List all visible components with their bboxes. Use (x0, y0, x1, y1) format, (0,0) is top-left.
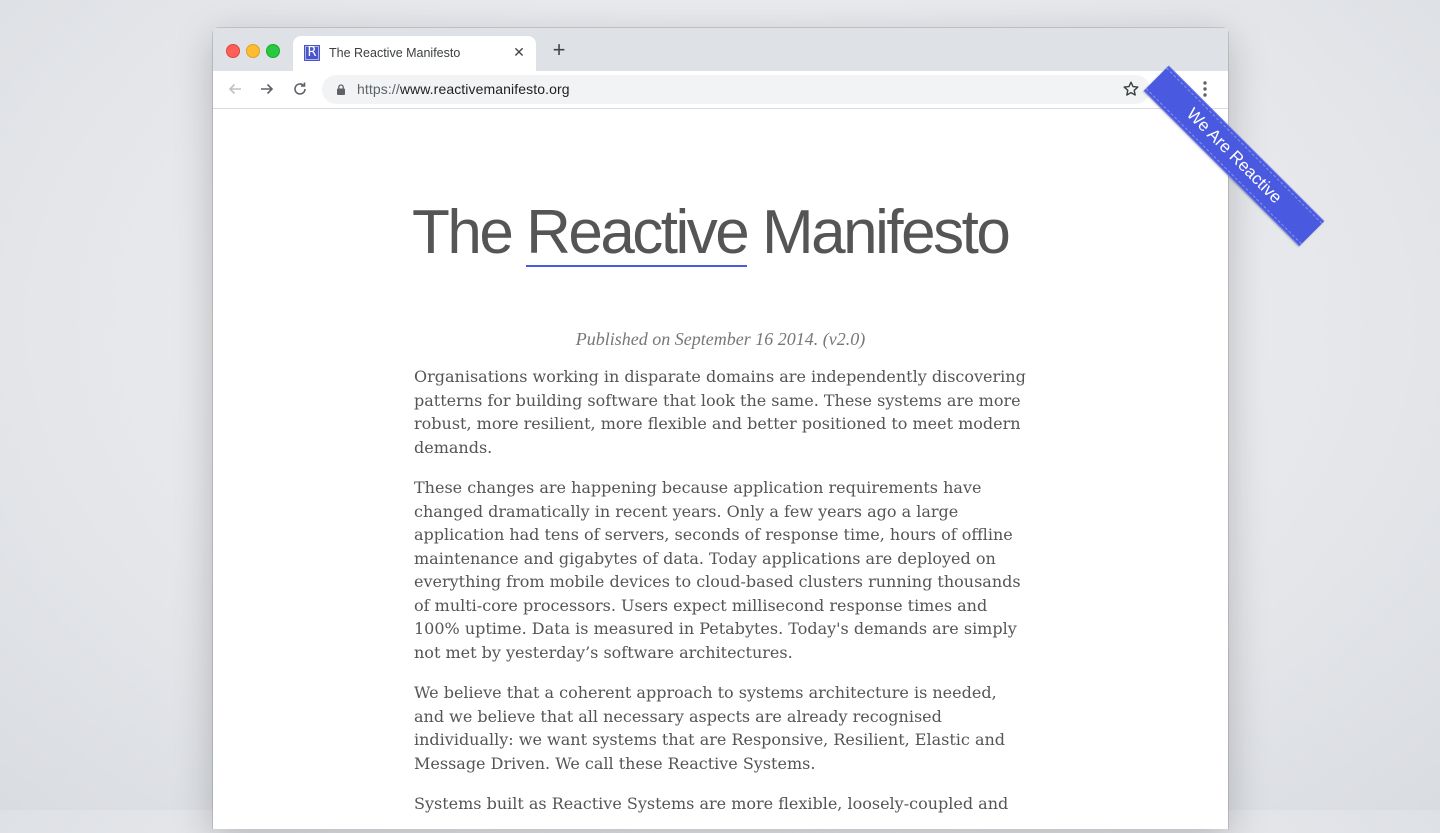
title-part-manifesto: Manifesto (747, 198, 1009, 267)
forward-arrow-icon[interactable] (257, 79, 277, 99)
we-are-reactive-ribbon[interactable] (1143, 65, 1324, 246)
close-icon[interactable]: ✕ (513, 44, 525, 60)
back-arrow-icon[interactable] (225, 79, 245, 99)
page-content (213, 104, 1286, 829)
page-title (412, 197, 1032, 269)
kebab-menu-icon[interactable] (1202, 80, 1208, 98)
star-icon[interactable] (1122, 80, 1140, 98)
address-bar[interactable] (322, 75, 1150, 104)
manifesto-body (414, 365, 1030, 833)
favicon-icon: R (304, 45, 320, 61)
paragraph: We believe that a coherent approach to systems architecture is needed, and we believe that all necessary aspects are already recognised individually: we want systems that are Responsive, Resilient, Elastic and Message Driven. We call these Reactive Systems. (414, 683, 1006, 773)
url-text[interactable] (357, 81, 570, 97)
reload-icon[interactable] (290, 79, 310, 99)
close-window-button[interactable] (226, 44, 240, 58)
url-host: www.reactivemanifesto.org (399, 81, 570, 97)
paragraph: Systems built as Reactive Systems are more flexible, loosely-coupled and (414, 794, 1009, 813)
paragraph: These changes are happening because application requirements have changed dramatically in recent years. Only a few years ago a large application had tens of servers, seconds of response time, hours of offline maintenance and gigabytes of data. Today applications are deployed on everything from mobile devices to cloud-based clusters running thousands of multi-core processors. Users expect millisecond response times and 100% uptime. Data is measured in Petabytes. Today's demands are simply not met by yesterday’s software architectures. (414, 478, 1021, 662)
ribbon-label: We Are Reactive (1182, 104, 1286, 208)
minimize-window-button[interactable] (246, 44, 260, 58)
plus-icon[interactable]: + (552, 37, 566, 62)
title-part-reactive: Reactive (526, 198, 748, 267)
browser-window (213, 28, 1286, 828)
tab-strip (213, 28, 1228, 71)
title-part-the: The (412, 198, 527, 267)
lock-icon (337, 84, 345, 95)
published-date: Published on September 16 2014. (v2.0) (575, 329, 866, 349)
ribbon-stitching (1146, 68, 1323, 245)
maximize-window-button[interactable] (266, 44, 280, 58)
paragraph: Organisations working in disparate domains are independently discovering patterns for building software that look the same. These systems are more robust, more resilient, more flexible and better positioned to meet modern demands. (414, 367, 1026, 457)
browser-toolbar (213, 71, 1228, 109)
url-scheme: https:// (357, 81, 400, 97)
tab-title: The Reactive Manifesto (329, 46, 461, 60)
tab-reactive-manifesto[interactable] (293, 36, 536, 71)
